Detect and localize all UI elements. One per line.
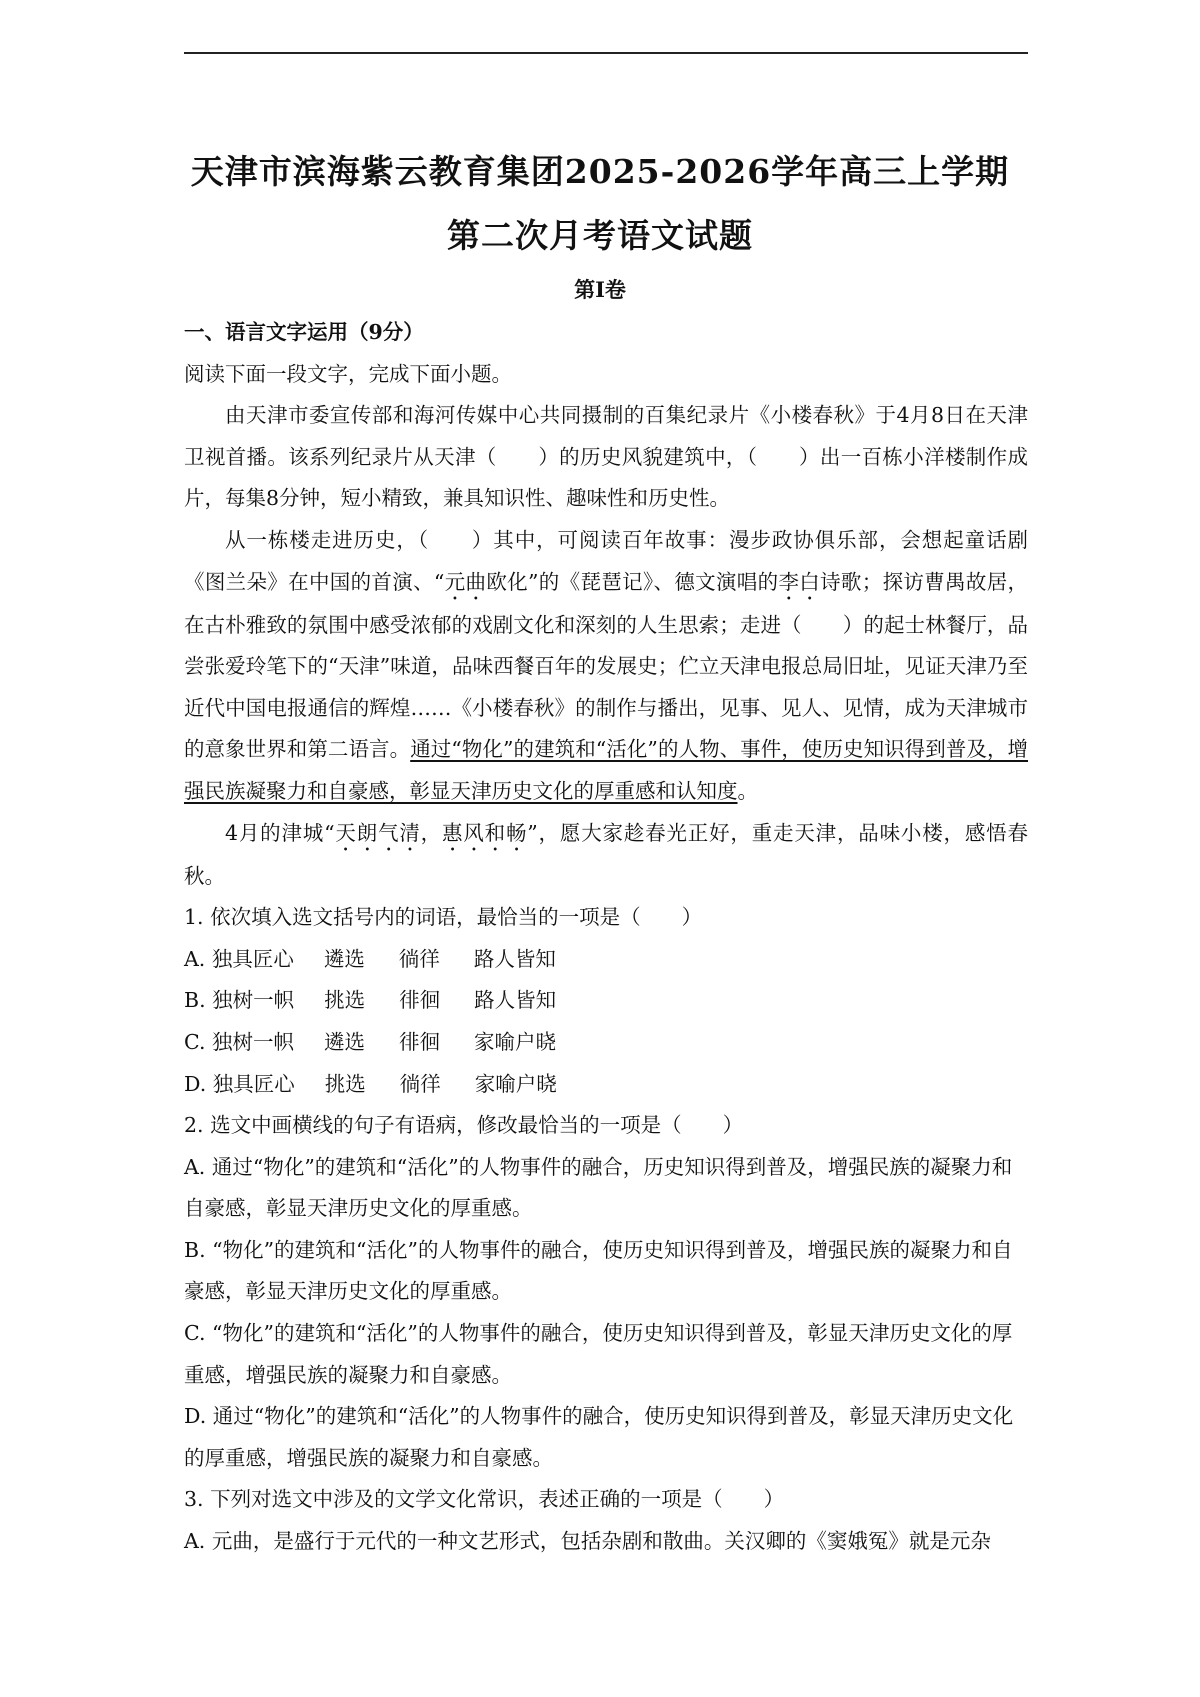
question-1-option-b xyxy=(184,980,1028,1022)
option-word: D. 独具匠心 xyxy=(184,1071,295,1096)
option-word: 徜徉 xyxy=(399,1071,441,1096)
section-heading: 一、语言文字运用（9分） xyxy=(184,320,424,344)
passage-paragraph-3 xyxy=(184,813,1028,898)
question-2-option-a: A. 通过“物化”的建筑和“活化”的人物事件的融合，历史知识得到普及，增强民族的凝聚力和自豪感，彰显天津历史文化的厚重感。 xyxy=(184,1154,1013,1221)
para2-end: 。 xyxy=(737,778,758,803)
header-rule xyxy=(184,52,1028,54)
option-word: 家喻户晓 xyxy=(474,1029,556,1054)
option-word: 遴选 xyxy=(323,946,365,971)
option-word: 路人皆知 xyxy=(474,988,557,1013)
option-word: 挑选 xyxy=(324,1071,366,1096)
dotted-word-yuanqu: 元曲 xyxy=(444,569,487,594)
exam-title-line1: 天津市滨海紫云教育集团2025-2026学年高三上学期 xyxy=(190,152,1010,191)
option-word: A. 独具匠心 xyxy=(184,946,294,971)
option-word: 徘徊 xyxy=(399,988,441,1013)
question-1-stem: 1. 依次填入选文括号内的词语，最恰当的一项是（ ） xyxy=(184,905,703,930)
question-1-option-d xyxy=(184,1064,1028,1106)
question-3-stem: 3. 下列对选文中涉及的文学文化常识，表述正确的一项是（ ） xyxy=(184,1487,785,1512)
question-3-option-a: A. 元曲，是盛行于元代的一种文艺形式，包括杂剧和散曲。关汉卿的《窦娥冤》就是元杂 xyxy=(184,1529,991,1554)
option-word: 路人皆知 xyxy=(473,946,556,971)
exam-content xyxy=(184,312,1028,1563)
para2-text-2: 欧化”的《琵琶记》、德文演唱的 xyxy=(486,569,779,594)
exam-title-line2: 第二次月考语文试题 xyxy=(447,216,753,255)
underlined-sentence: 通过“物化”的建筑和“活化”的人物、事件，使历史知识得到普及，增强民族凝聚力和自豪感，彰显天津历史文化的厚重感和认知度 xyxy=(184,737,1029,803)
option-word: C. 独树一帜 xyxy=(184,1029,294,1054)
option-word: 徜徉 xyxy=(398,946,440,971)
question-1-option-a xyxy=(184,939,1028,981)
option-word: 徘徊 xyxy=(399,1029,440,1054)
dotted-word-libai: 李白 xyxy=(778,569,821,594)
para2-text-1: 从一栋楼走进历史，（ ）其中，可阅读百年故事：漫步政协俱乐部，会想起童话剧《图兰朵》在中国的首演、“ xyxy=(184,527,1028,594)
volume-label: 第Ⅰ卷 xyxy=(574,277,626,302)
passage-paragraph-1: 由天津市委宣传部和海河传媒中心共同摄制的百集纪录片《小楼春秋》于4月8日在天津卫视首播。该系列纪录片从天津（ ）的历史风貌建筑中，（ ）出一百栋小洋楼制作成片，每集8分钟，短小精致，兼具知识性、趣味性和历史性。 xyxy=(184,403,1028,511)
option-word: 挑选 xyxy=(324,988,366,1013)
option-word: B. 独树一帜 xyxy=(184,988,295,1013)
question-2-stem: 2. 选文中画横线的句子有语病，修改最恰当的一项是（ ） xyxy=(184,1113,744,1138)
para3-text-2: ”，愿大家趁春光正好，重走天津，品味小楼，感悟春秋。 xyxy=(184,820,1028,888)
dotted-phrase: 天朗气清，惠风和畅 xyxy=(334,820,528,845)
para3-text-1: 4月的津城“ xyxy=(225,820,335,845)
question-2-option-b: B. “物化”的建筑和“活化”的人物事件的融合，使历史知识得到普及，增强民族的凝聚力和自豪感，彰显天津历史文化的厚重感。 xyxy=(184,1237,1013,1304)
para2-text-3: 诗歌；探访曹禺故居，在古朴雅致的氛围中感受浓郁的戏剧文化和深刻的人生思索；走进（ ）的起士林餐厅，品尝张爱玲笔下的“天津”味道，品味西餐百年的发展史；伫立天津电报总局旧址，见证天津乃至近代中国电报通信的辉煌……《小楼春秋》的制作与播出，见事、见人、见情，成为天津城市的意象世界和第二语言。 xyxy=(184,569,1029,762)
question-1-option-c xyxy=(184,1022,1028,1064)
option-word: 遴选 xyxy=(324,1029,365,1054)
reading-instruction: 阅读下面一段文字，完成下面小题。 xyxy=(184,361,512,386)
question-2-option-d: D. 通过“物化”的建筑和“活化”的人物事件的融合，使历史知识得到普及，彰显天津历史文化的厚重感，增强民族的凝聚力和自豪感。 xyxy=(184,1404,1014,1470)
question-2-option-c: C. “物化”的建筑和“活化”的人物事件的融合，使历史知识得到普及，彰显天津历史文化的厚重感，增强民族的凝聚力和自豪感。 xyxy=(184,1321,1013,1387)
option-word: 家喻户晓 xyxy=(474,1071,557,1096)
passage-paragraph-2 xyxy=(184,520,1028,813)
